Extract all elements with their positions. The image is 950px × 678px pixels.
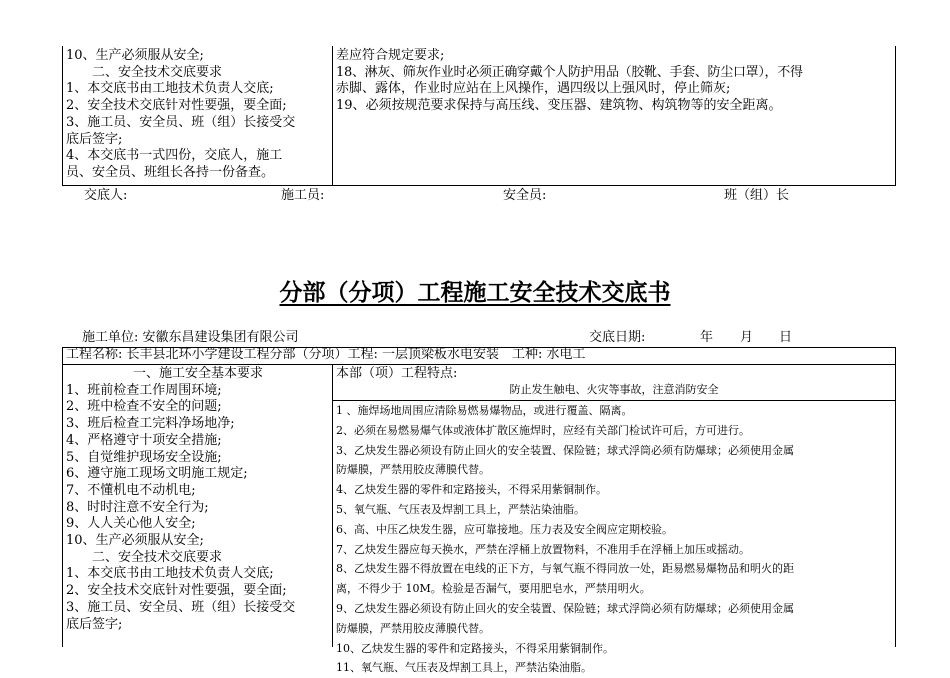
top-left-column bbox=[66, 48, 330, 182]
requirement-item: 9、人人关心他人安全; bbox=[66, 516, 196, 532]
top-right-line: 19、必须按规范要求保持与高压线、变压器、建筑物、构筑物等的安全距离。 bbox=[336, 98, 782, 114]
requirement-item: 7、不懂机电不动机电; bbox=[66, 482, 196, 498]
main-right-column bbox=[336, 401, 892, 678]
signature-constructor: 施工员: bbox=[281, 188, 325, 203]
top-right-line: 差应符合规定要求; bbox=[336, 48, 445, 63]
top-left-line: 员、安全员、班组长各持一份备查。 bbox=[66, 164, 275, 180]
date-label: 交底日期: bbox=[589, 330, 646, 345]
safety-item: 防爆膜，严禁用胶皮薄膜代替。 bbox=[336, 621, 490, 635]
date-month: 月 bbox=[740, 330, 754, 345]
requirement-item: 二、安全技术交底要求 bbox=[66, 549, 223, 565]
top-left-line: 3、施工员、安全员、班（组）长接受交 bbox=[66, 114, 296, 130]
construction-unit: 施工单位: 安徽东昌建设集团有限公司 bbox=[82, 330, 299, 345]
top-right-column bbox=[336, 48, 892, 115]
main-table-divider bbox=[332, 364, 333, 647]
requirement-item: 1、本交底书由工地技术负责人交底; bbox=[66, 566, 274, 582]
safety-item: 8、乙炔发生器不得放置在电线的正下方，与氧气瓶不得同放一处，距易燃易爆物品和明火的距 bbox=[336, 562, 794, 576]
requirement-item: 2、班中检查不安全的问题; bbox=[66, 399, 222, 415]
safety-item: 1 、施焊场地周围应清除易燃易爆物品，或进行覆盖、隔离。 bbox=[336, 404, 633, 417]
project-info-row: 工程名称: 长丰县北环小学建设工程分部（分项）工程: 一层顶梁板水电安装 工种: 水电工 bbox=[66, 347, 586, 362]
date-day: 日 bbox=[779, 330, 793, 345]
safety-item: 3、乙炔发生器必须设有防止回火的安全装置、保险链；球式浮筒必须有防爆球；必须使用金属 bbox=[336, 443, 794, 457]
safety-item: 10、乙炔发生器的零件和定路接头，不得采用紫铜制作。 bbox=[336, 641, 614, 655]
safety-item: 2、必须在易燃易爆气体或液体扩散区施焊时，应经有关部门检试许可后，方可进行。 bbox=[336, 423, 750, 437]
safety-item: 4、乙炔发生器的零件和定路接头，不得采用紫铜制作。 bbox=[336, 483, 607, 497]
top-left-line: 10、生产必须服从安全; bbox=[66, 48, 204, 63]
safety-item: 防爆膜，严禁用胶皮薄膜代替。 bbox=[336, 463, 490, 477]
safety-item: 11、氧气瓶、气压表及焊割工具上，严禁沾染油脂。 bbox=[336, 661, 592, 675]
safety-item: 5、氧气瓶、气压表及焊割工具上，严禁沾染油脂。 bbox=[336, 502, 585, 516]
safety-item: 6、高、中压乙炔发生器，应可靠接地。压力表及安全阀应定期校验。 bbox=[336, 522, 673, 536]
requirement-item: 2、安全技术交底针对性要强，要全面; bbox=[66, 583, 287, 599]
top-right-line: 赤脚、露体，作业时应站在上风操作，遇四级以上强风时，停止筛灰; bbox=[336, 81, 731, 97]
requirement-item: 3、施工员、安全员、班（组）长接受交 bbox=[66, 599, 296, 615]
project-features-heading: 本部（项）工程特点: bbox=[336, 366, 458, 381]
top-left-line: 2、安全技术交底针对性要强，要全面; bbox=[66, 98, 287, 114]
basic-requirements-heading: 一、施工安全基本要求 bbox=[132, 366, 263, 381]
requirement-item: 底后签字; bbox=[66, 616, 123, 632]
top-right-line: 18、淋灰、筛灰作业时必须正确穿戴个人防护用品（胶靴、手套、防尘口罩），不得 bbox=[336, 64, 803, 80]
project-features-summary: 防止发生触电、火灾等事故，注意消防安全 bbox=[509, 383, 719, 396]
requirement-item: 6、遵守施工现场文明施工规定; bbox=[66, 466, 248, 482]
requirement-item: 1、班前检查工作周围环境; bbox=[66, 382, 222, 398]
document-title: 分部（分项）工程施工安全技术交底书 bbox=[279, 280, 671, 306]
requirement-item: 10、生产必须服从安全; bbox=[66, 533, 204, 549]
requirement-item: 3、班后检查工完料净场地净; bbox=[66, 416, 235, 432]
safety-item: 9、乙炔发生器必须设有防止回火的安全装置、保险链；球式浮筒必须有防爆球；必须使用金属 bbox=[336, 601, 794, 615]
top-left-line: 底后签字; bbox=[66, 131, 123, 147]
top-left-line: 二、安全技术交底要求 bbox=[66, 64, 223, 80]
requirement-item: 8、时时注意不安全行为; bbox=[66, 499, 209, 515]
signature-handover: 交底人: bbox=[84, 188, 128, 203]
requirement-item: 5、自觉维护现场安全设施; bbox=[66, 449, 222, 465]
signature-safety-officer: 安全员: bbox=[503, 188, 547, 203]
top-left-line: 4、本交底书一式四份，交底人，施工 bbox=[66, 148, 283, 164]
date-year: 年 bbox=[700, 330, 714, 345]
project-row-border bbox=[62, 364, 896, 365]
safety-item: 离，不得少于 10M。检验是否漏气，要用肥皂水，严禁用明火。 bbox=[336, 582, 651, 596]
requirement-item: 4、严格遵守十项安全措施; bbox=[66, 432, 222, 448]
safety-item: 7、乙炔发生器应每天换水，严禁在浮桶上放置物料，不准用手在浮桶上加压或摇动。 bbox=[336, 542, 750, 556]
signature-team-leader: 班（组）长 bbox=[724, 188, 790, 203]
top-left-line: 1、本交底书由工地技术负责人交底; bbox=[66, 81, 274, 97]
main-left-column bbox=[66, 366, 330, 633]
top-table-divider bbox=[332, 46, 333, 186]
